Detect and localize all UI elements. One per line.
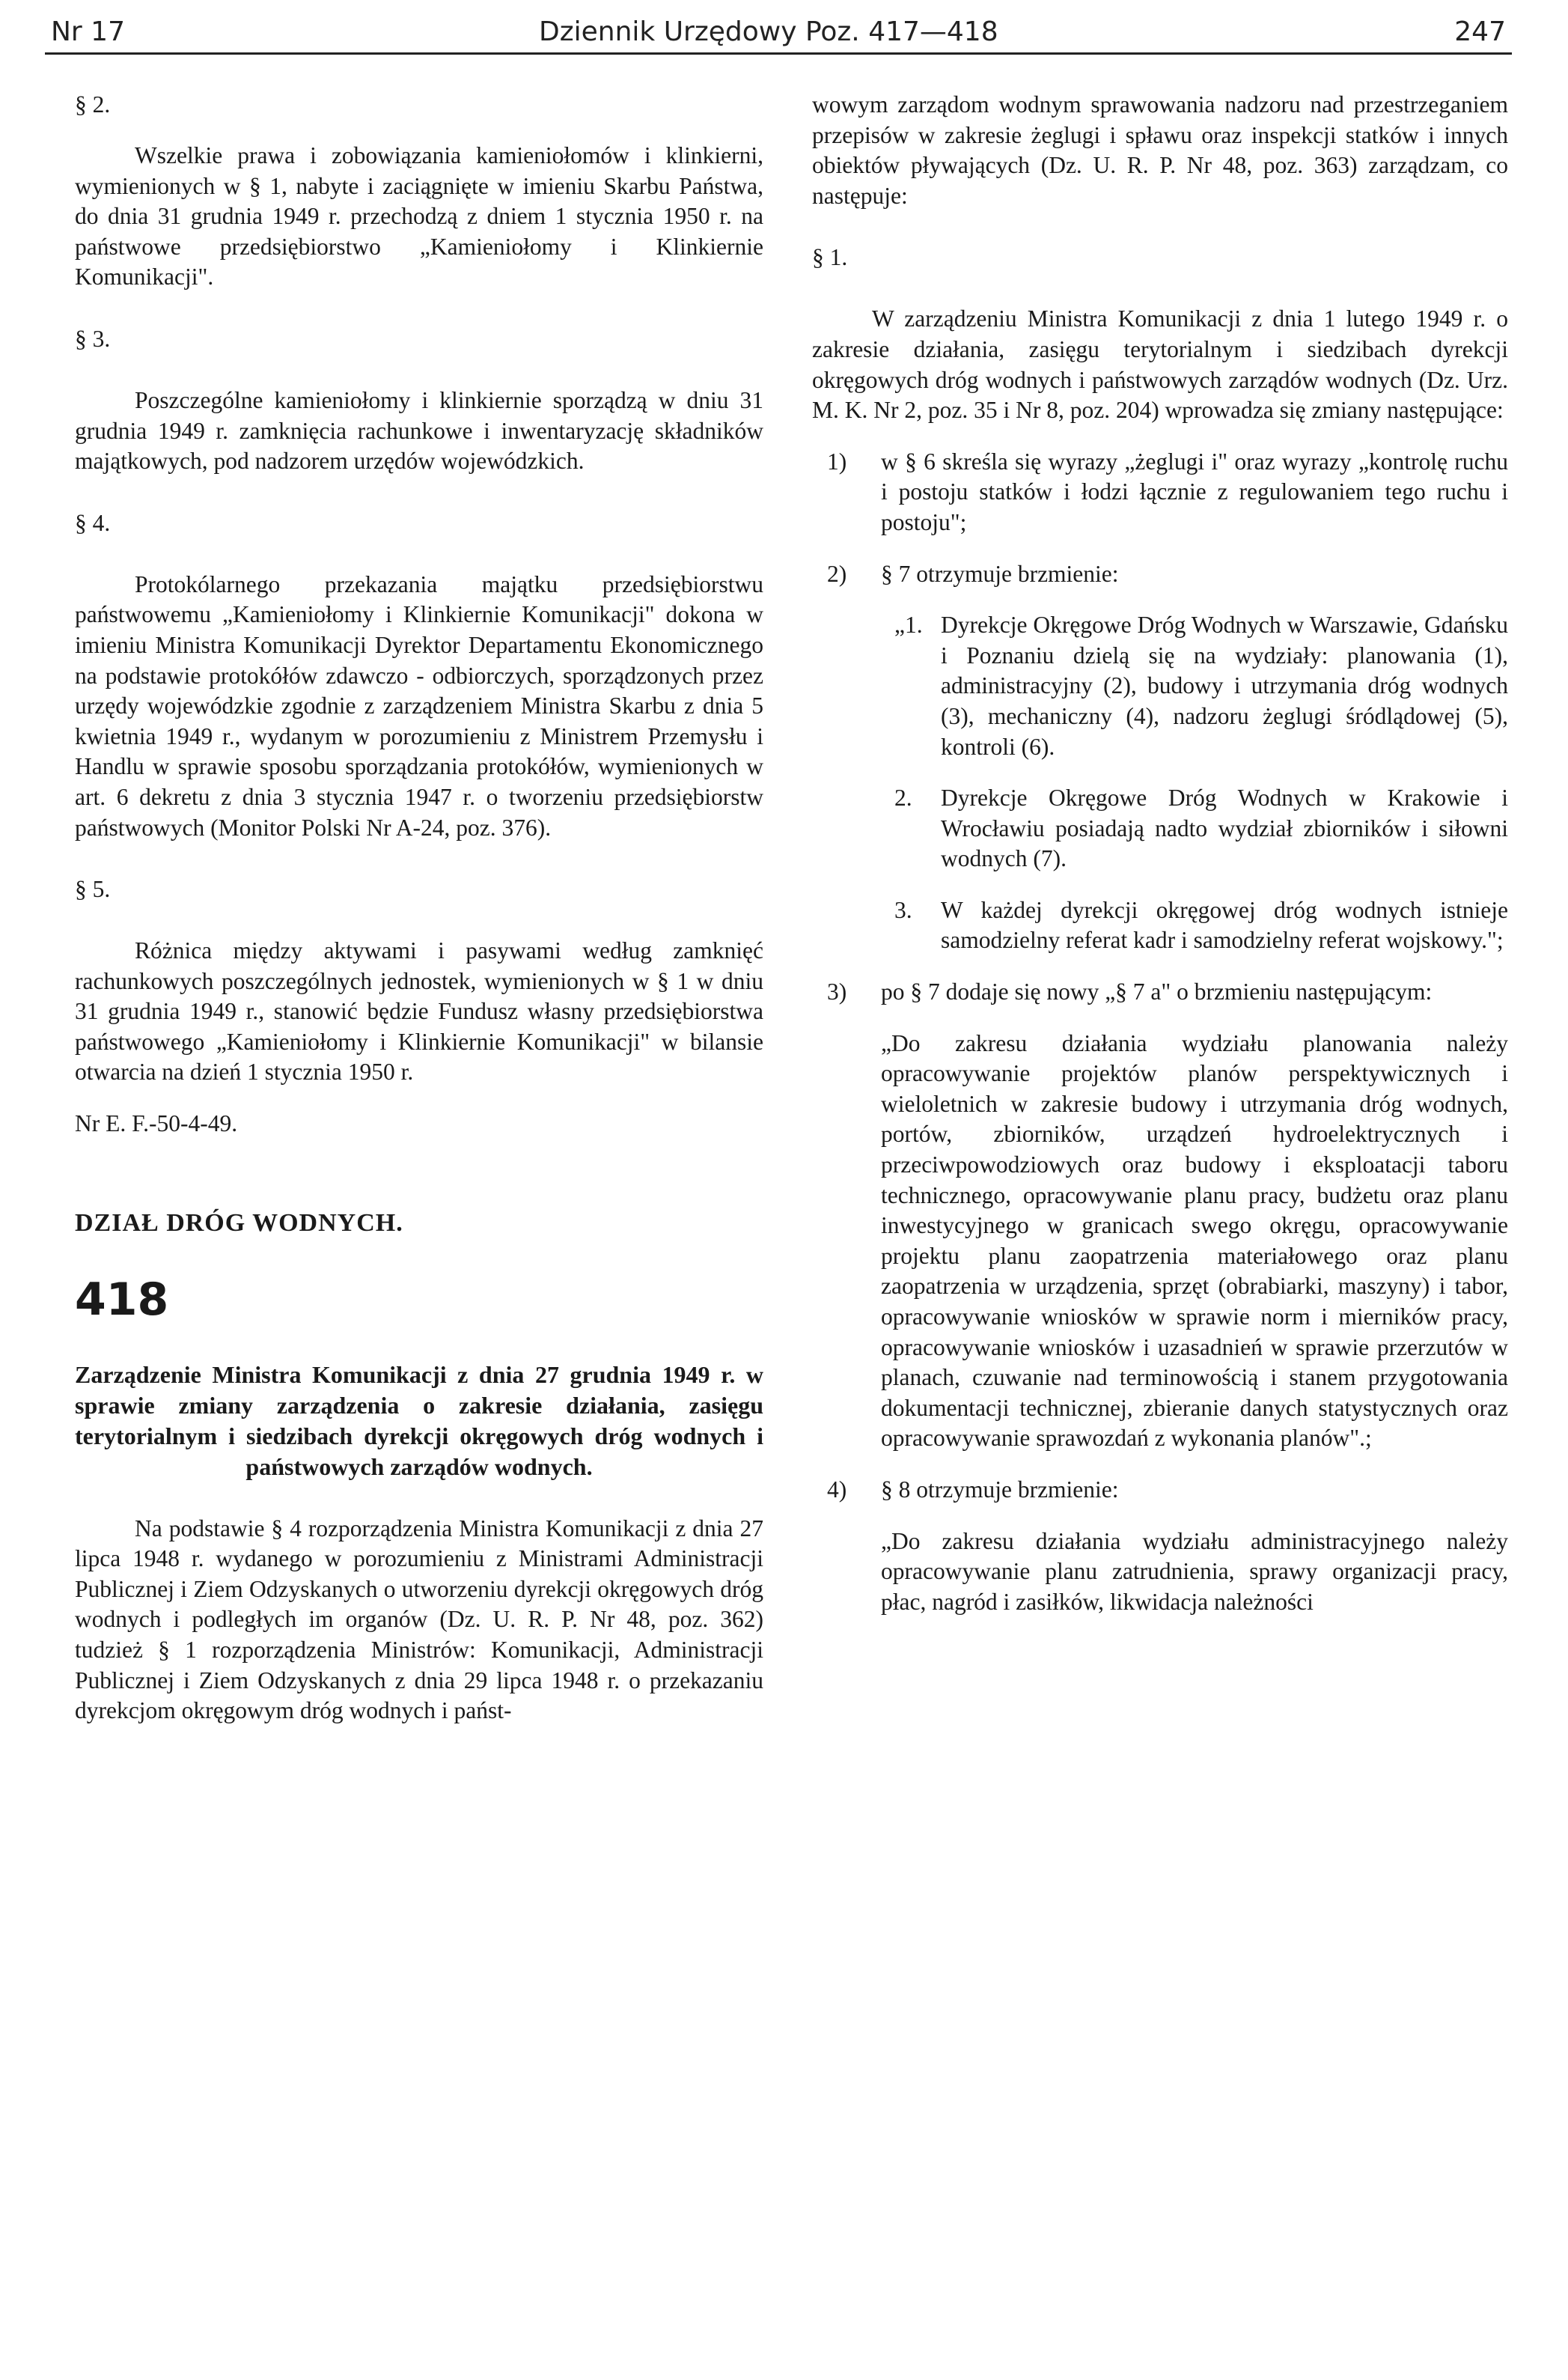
section-heading: § 4. [75, 509, 111, 536]
list-item-text: po § 7 dodaje się nowy „§ 7 a" o brzmieniu następującym: [881, 979, 1433, 1005]
paragraph-continuation: wowym zarządom wodnym sprawowania nadzoru nad przestrzeganiem przepisów w zakresie żeglugi i spławu oraz inspekcji statków i innych obiektów pływających (Dz. U. R. P. Nr 48, poz. 363) zarządzam, co następuje: [812, 91, 1508, 209]
section-heading: § 2. [75, 91, 111, 118]
ordinance-title: Zarządzenie Ministra Komunikacji z dnia 27 grudnia 1949 r. w sprawie zmiany zarządzenia o zakresie działania, zasięgu terytorialnym i siedzibach dyrekcji okręgowych dróg wodnych i państwowych zarządów wodnych. [75, 1360, 763, 1480]
list-item-number: 2. [894, 785, 912, 812]
section-heading: § 5. [75, 876, 111, 903]
quoted-paragraph: „Do zakresu działania wydziału administracyjnego należy opracowywanie planu zatrudnienia, sprawy organizacji pracy, płac, nagród i zasiłków, likwidacja należności [881, 1527, 1508, 1615]
section-heading: § 1. [812, 244, 848, 271]
sub-list-item [894, 895, 1508, 956]
right-column [812, 90, 1508, 1617]
page-number: 247 [1454, 16, 1506, 47]
left-column [75, 90, 763, 1726]
list-item-text: W każdej dyrekcji okręgowej dróg wodnych istnieje samodzielny referat kadr i samodzielny referat wojskowy."; [941, 896, 1508, 954]
quoted-paragraph: „Do zakresu działania wydziału planowania należy opracowywanie projektów planów perspektywicznych i wieloletnich w zakresie budowy i utrzymania dróg wodnych, portów, zbiorników, urządzeń hydroelektrycznych i przeciwpowodziowych oraz budowy i eksploatacji taboru technicznego, opracowywanie planu pracy, budżetu oraz planu inwestycyjnego w granicach swego okręgu, opracowywanie projektu planu zaopatrzenia materiałowego oraz planu zaopatrzenia w urządzenia, sprzęt (obrabiarki, maszyny) i tabor, opracowywanie wniosków w sprawie norm i mierników pracy, opracowywanie wniosków i uzasadnień w sprawie przerzutów w planach, czuwanie nad terminowością i stanem przygotowania dokumentacji technicznej, zbieranie danych statystycznych oraz opracowywanie sprawozdań z wykonania planów".; [881, 1029, 1508, 1452]
division-heading: DZIAŁ DRÓG WODNYCH. [75, 1208, 403, 1237]
page-header [45, 10, 1512, 55]
list-item-number: „1. [894, 612, 923, 639]
list-item-number: 3. [894, 896, 912, 923]
list-item-text: w § 6 skreśla się wyrazy „żeglugi i" oraz wyrazy „kontrolę ruchu i postoju statków i łodzi łącznie z regulowaniem tego ruchu i postoju"; [881, 448, 1508, 535]
list-item [827, 447, 1508, 538]
list-item-number: 4) [827, 1476, 847, 1503]
list-item [827, 1475, 1508, 1506]
list-item-text: Dyrekcje Okręgowe Dróg Wodnych w Krakowie i Wrocławiu posiadają nadto wydział zbiorników i siłowni wodnych (7). [941, 785, 1508, 872]
list-item-number: 1) [827, 448, 847, 475]
journal-title: Dziennik Urzędowy Poz. 417—418 [539, 16, 998, 47]
list-item [827, 559, 1508, 590]
list-item-number: 2) [827, 560, 847, 587]
paragraph: Różnica między aktywami i pasywami według zamknięć rachunkowych poszczególnych jednostek, wymienionych w § 1 w dniu 31 grudnia 1949 r., stanowić będzie Fundusz własny przedsiębiorstwa państwowego „Kamieniołomy i Klinkiernie Komunikacji" w bilansie otwarcia na dzień 1 stycznia 1950 r. [75, 937, 763, 1086]
sub-list-item [894, 783, 1508, 874]
paragraph: Na podstawie § 4 rozporządzenia Ministra Komunikacji z dnia 27 lipca 1948 r. wydanego w porozumieniu z Ministrami Administracji Publicznej i Ziem Odzyskanych o utworzeniu dyrekcji okręgowych dróg wodnych i podległych im organów (Dz. U. R. P. Nr 48, poz. 362) tudzież § 1 rozporządzenia Ministrów: Komunikacji, Administracji Publicznej i Ziem Odzyskanych z dnia 29 lipca 1948 r. o przekazaniu dyrekcjom okręgowym dróg wodnych i państ- [75, 1515, 763, 1724]
list-item-text: § 8 otrzymuje brzmienie: [881, 1476, 1119, 1503]
list-item-number: 3) [827, 979, 847, 1005]
paragraph: Wszelkie prawa i zobowiązania kamieniołomów i klinkierni, wymienionych w § 1, nabyte i zaciągnięte w imieniu Skarbu Państwa, do dnia 31 grudnia 1949 r. przechodzą z dniem 1 stycznia 1950 r. na państwowe przedsiębiorstwo „Kamieniołomy i Klinkiernie Komunikacji". [75, 142, 763, 290]
sub-list-item [894, 610, 1508, 762]
paragraph: Protokólarnego przekazania majątku przedsiębiorstwu państwowemu „Kamieniołomy i Klinkiernie Komunikacji" dokona w imieniu Ministra Komunikacji Dyrektor Departamentu Ekonomicznego na podstawie protokółów zdawczo - odbiorczych, sporządzonych przez urzędy wojewódzkie zgodnie z zarządzeniem Ministra Skarbu z dnia 5 kwietnia 1949 r., wydanym w porozumieniu z Ministrem Przemysłu i Handlu w sprawie sposobu sporządzania protokółów, wymienionych w art. 6 dekretu z dnia 3 stycznia 1947 r. o tworzeniu przedsiębiorstw państwowych (Monitor Polski Nr A-24, poz. 376). [75, 570, 763, 841]
reference-number: Nr E. F.-50-4-49. [75, 1110, 238, 1137]
item-number: 418 [75, 1273, 169, 1326]
paragraph: Poszczególne kamieniołomy i klinkiernie sporządzą w dniu 31 grudnia 1949 r. zamknięcia rachunkowe i inwentaryzację składników majątkowych, pod nadzorem urzędów wojewódzkich. [75, 386, 763, 475]
paragraph: W zarządzeniu Ministra Komunikacji z dnia 1 lutego 1949 r. o zakresie działania, zasięgu terytorialnym i siedzibach dyrekcji okręgowych dróg wodnych i państwowych zarządów wodnych (Dz. Urz. M. K. Nr 2, poz. 35 i Nr 8, poz. 204) wprowadza się zmiany następujące: [812, 305, 1508, 424]
issue-number: Nr 17 [51, 16, 125, 47]
list-item-text: § 7 otrzymuje brzmienie: [881, 560, 1119, 587]
section-heading: § 3. [75, 325, 111, 352]
list-item [827, 977, 1508, 1008]
list-item-text: Dyrekcje Okręgowe Dróg Wodnych w Warszawie, Gdańsku i Poznaniu dzielą się na wydziały: planowania (1), administracyjny (2), budowy i utrzymania dróg wodnych (3), mechaniczny (4), nadzoru żeglugi śródlądowej (5), kontroli (6). [941, 612, 1508, 760]
